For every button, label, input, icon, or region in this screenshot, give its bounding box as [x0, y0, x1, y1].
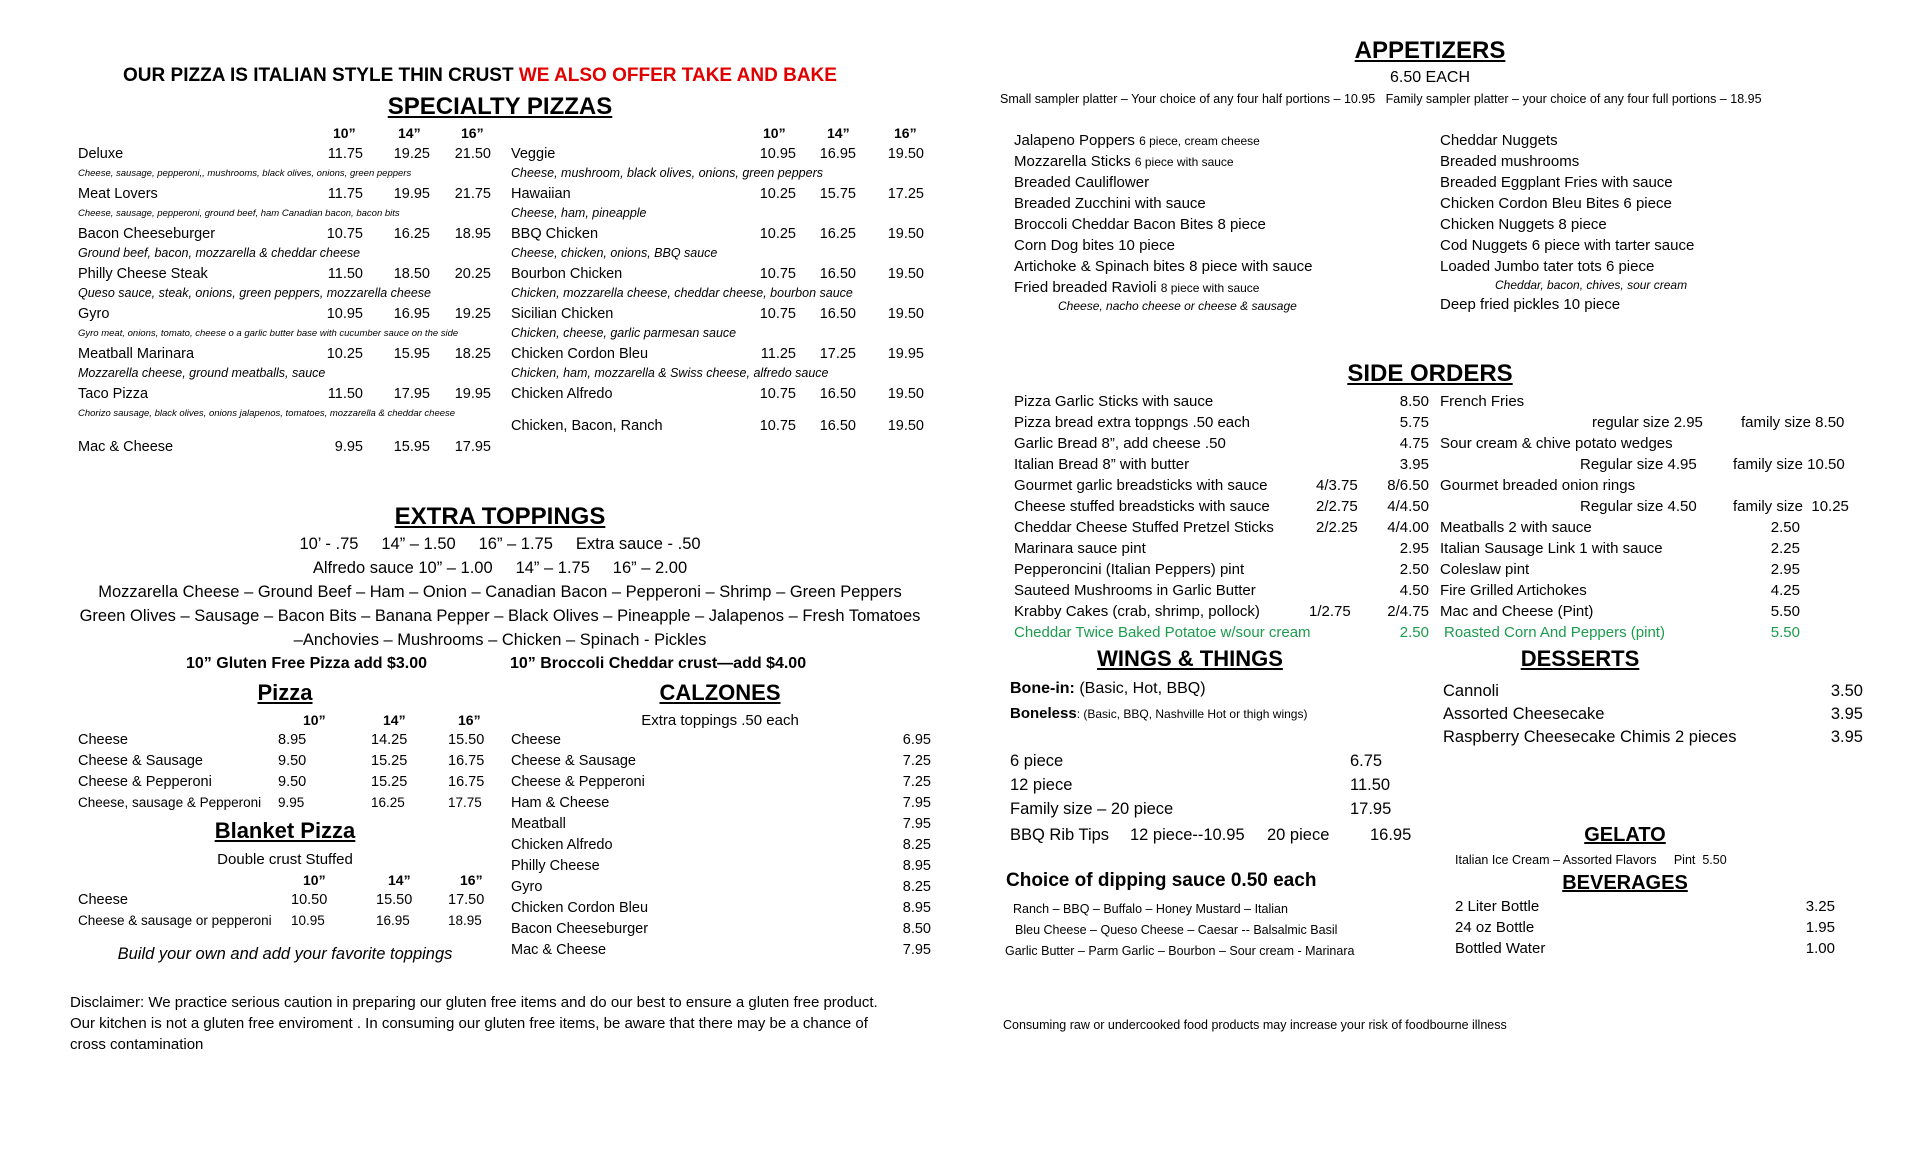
pizza-price: 15.50: [448, 732, 485, 748]
calzone-name: Gyro: [511, 879, 543, 895]
pizza-name: Taco Pizza: [78, 386, 149, 402]
calzone-price: 8.25: [902, 879, 931, 895]
wedges-family: family size 10.50: [1733, 456, 1845, 473]
blanket-size-16: 16”: [460, 872, 483, 888]
specialty-pizza-item: [511, 146, 951, 184]
blanket-price: 16.95: [376, 913, 410, 928]
calzone-name: Cheese: [511, 732, 561, 748]
rib-tips-12: 12 piece--10.95: [1130, 826, 1245, 844]
side-price: 8.50: [1399, 393, 1429, 410]
pizza-price: 16.50: [819, 266, 856, 282]
rib-tips-name: BBQ Rib Tips: [1010, 826, 1110, 844]
pizza-size-16: 16”: [458, 712, 481, 728]
pizza-price: 10.75: [759, 266, 796, 282]
pizza-description: Queso sauce, steak, onions, green peppers, mozzarella cheese: [78, 286, 431, 300]
pizza-name: Sicilian Chicken: [511, 306, 614, 322]
take-and-bake-text: WE ALSO OFFER TAKE AND BAKE: [518, 65, 837, 86]
calzone-price: 7.25: [902, 774, 931, 790]
size-header-14-right: 14”: [827, 125, 850, 141]
specialty-pizza-item: [78, 226, 518, 264]
pizza-name: BBQ Chicken: [511, 226, 599, 242]
pizza-price: 17.95: [393, 386, 430, 402]
pizza-name: Bourbon Chicken: [511, 266, 623, 282]
side-name: Pizza Garlic Sticks with sauce: [1014, 393, 1214, 410]
appetizer-name: Breaded Zucchini with sauce: [1014, 195, 1206, 212]
toppings-size-prices: 10’ - .75 14” – 1.50 16” – 1.75 Extra sauce - .50: [299, 535, 701, 553]
appetizer-item: Chicken Cordon Bleu Bites 6 piece: [1440, 195, 1672, 212]
calzone-name: Chicken Alfredo: [511, 837, 613, 853]
beverages-title: BEVERAGES: [1562, 872, 1688, 894]
side-name: Sauteed Mushrooms in Garlic Butter: [1014, 582, 1256, 599]
side-qty-price: 2/2.75: [1316, 498, 1358, 515]
pizza-price: 10.95: [326, 306, 363, 322]
wings-size: 6 piece: [1010, 752, 1064, 770]
blanket-size-10: 10”: [303, 872, 326, 888]
size-header-16: 16”: [461, 125, 484, 141]
side-qty-price: 4/3.75: [1316, 477, 1358, 494]
pizza-price: 11.25: [760, 346, 796, 362]
calzone-name: Bacon Cheeseburger: [511, 921, 649, 937]
appetizer-item: Breaded Eggplant Fries with sauce: [1440, 174, 1673, 191]
pizza-price: 19.50: [887, 226, 924, 242]
side-price: 4.50: [1399, 582, 1429, 599]
pizza-name: Cheese: [78, 732, 128, 748]
bone-in-options: (Basic, Hot, BBQ): [1079, 680, 1206, 697]
pizza-price: 19.95: [454, 386, 491, 402]
pizza-price: 16.95: [819, 146, 856, 162]
appetizer-item: Cod Nuggets 6 piece with tarter sauce: [1440, 237, 1695, 254]
rings-regular: Regular size 4.50: [1580, 498, 1697, 515]
pizza-name: Bacon Cheeseburger: [78, 226, 216, 242]
appetizer-name: Jalapeno Poppers: [1014, 132, 1135, 149]
pizza-price: 18.95: [454, 226, 491, 242]
pizza-name: Hawaiian: [511, 186, 571, 202]
pizza-price: 9.50: [278, 774, 307, 790]
beverage-price: 1.95: [1805, 919, 1835, 936]
calzone-price: 8.95: [902, 858, 931, 874]
french-fries-regular: regular size 2.95: [1592, 414, 1703, 431]
calzone-price: 8.25: [902, 837, 931, 853]
pizza-price: 9.50: [278, 753, 307, 769]
dessert-price: 3.50: [1830, 682, 1863, 700]
pizza-price: 10.75: [759, 306, 796, 322]
pizza-price: 21.75: [454, 186, 491, 202]
side-qty-price: 1/2.75: [1309, 603, 1351, 620]
bone-in-label: Bone-in:: [1010, 680, 1075, 697]
pizza-name: Philly Cheese Steak: [78, 266, 208, 282]
calzone-name: Mac & Cheese: [511, 942, 607, 958]
pizza-name: Gyro: [78, 306, 110, 322]
pizza-price: 19.50: [887, 146, 924, 162]
blanket-price: 10.50: [291, 892, 328, 908]
deep-fried-pickles: Deep fried pickles 10 piece: [1440, 296, 1621, 313]
pizza-name: Chicken, Bacon, Ranch: [511, 418, 663, 434]
appetizer-item: Breaded mushrooms: [1440, 153, 1580, 170]
pizza-price: 16.75: [448, 774, 485, 790]
pizza-name: Meatball Marinara: [78, 346, 195, 362]
size-header-16-right: 16”: [894, 125, 917, 141]
appetizer-item: [1014, 132, 1260, 149]
boneless-label: Boneless: [1010, 705, 1077, 722]
wings-size: 12 piece: [1010, 776, 1073, 794]
gelato-title: GELATO: [1584, 824, 1666, 846]
tater-tots-toppings: Cheddar, bacon, chives, sour cream: [1495, 278, 1688, 292]
calzones-subtitle: Extra toppings .50 each: [641, 712, 799, 729]
blanket-name: Cheese & sausage or pepperoni: [78, 913, 272, 928]
side-name: Marinara sauce pint: [1014, 540, 1146, 557]
pizza-price: 16.50: [819, 418, 856, 434]
side-name: Cheese stuffed breadsticks with sauce: [1014, 498, 1270, 515]
side-name: Garlic Bread 8”, add cheese .50: [1014, 435, 1226, 452]
dip-line: Ranch – BBQ – Buffalo – Honey Mustard – Italian: [1013, 902, 1288, 916]
appetizer-name: Mozzarella Sticks: [1014, 153, 1131, 170]
appetizer-name: Fried breaded Ravioli: [1014, 279, 1157, 296]
pizza-price: 19.25: [393, 146, 430, 162]
calzone-name: Chicken Cordon Bleu: [511, 900, 649, 916]
wings-price: 11.50: [1350, 776, 1391, 794]
calzone-price: 7.25: [902, 753, 931, 769]
pizza-description: Ground beef, bacon, mozzarella & cheddar cheese: [78, 246, 361, 260]
appetizers-price: 6.50 EACH: [1389, 69, 1471, 86]
wedges-regular: Regular size 4.95: [1580, 456, 1697, 473]
beverage-price: 3.25: [1805, 898, 1835, 915]
pizza-name: Cheese, sausage & Pepperoni: [78, 795, 262, 810]
side-name: Coleslaw pint: [1440, 561, 1530, 578]
blanket-price: 18.95: [448, 913, 482, 928]
build-your-own-note: Build your own and add your favorite toppings: [117, 945, 453, 963]
side-qty-price: 4/4.00: [1387, 519, 1429, 536]
pizza-price: 17.95: [454, 439, 491, 455]
dessert-name: Assorted Cheesecake: [1443, 705, 1605, 723]
pizza-price: 17.25: [819, 346, 856, 362]
pizza-price: 15.25: [371, 753, 408, 769]
toppings-list-3: –Anchovies – Mushrooms – Chicken – Spinach - Pickles: [293, 631, 707, 649]
blanket-size-14: 14”: [388, 872, 411, 888]
pizza-price: 16.25: [393, 226, 430, 242]
pizza-price: 11.75: [327, 186, 363, 202]
appetizer-name: Artichoke & Spinach bites 8 piece with sauce: [1014, 258, 1313, 275]
pizza-price: 8.95: [278, 732, 307, 748]
dessert-name: Cannoli: [1443, 682, 1499, 700]
crust-text: OUR PIZZA IS ITALIAN STYLE THIN CRUST: [123, 65, 514, 86]
calzone-name: Cheese & Sausage: [511, 753, 636, 769]
pizza-name: Mac & Cheese: [78, 439, 174, 455]
appetizer-item: [1014, 216, 1266, 233]
rib-tips-20: 20 piece: [1267, 826, 1330, 844]
blanket-price: 10.95: [291, 913, 325, 928]
dip-line: Bleu Cheese – Queso Cheese – Caesar -- Balsalmic Basil: [1015, 923, 1338, 937]
appetizer-item: [1014, 258, 1313, 275]
side-name: Meatballs 2 with sauce: [1440, 519, 1592, 536]
pizza-description: Cheese, ham, pineapple: [511, 206, 647, 220]
side-price: 5.75: [1399, 414, 1429, 431]
specialty-pizza-item: [78, 266, 518, 304]
food-safety-note: Consuming raw or undercooked food products may increase your risk of foodbourne illness: [1003, 1018, 1507, 1032]
dessert-price: 3.95: [1830, 705, 1863, 723]
wings-size: Family size – 20 piece: [1010, 800, 1174, 818]
pizza-description: Cheese, sausage, pepperoni,, mushrooms, black olives, onions, green peppers: [78, 168, 412, 179]
extra-toppings-title: EXTRA TOPPINGS: [394, 503, 606, 530]
appetizer-item: [1014, 237, 1175, 254]
side-price: 2.25: [1770, 540, 1800, 557]
side-qty-price: 8/6.50: [1387, 477, 1429, 494]
side-name: Pepperoncini (Italian Peppers) pint: [1014, 561, 1245, 578]
side-qty-price: 2/4.75: [1387, 603, 1429, 620]
toppings-list-1: Mozzarella Cheese – Ground Beef – Ham – Onion – Canadian Bacon – Pepperoni – Shrimp – Green Peppers: [98, 583, 902, 601]
pizza-price: 16.25: [371, 795, 405, 810]
pizza-name: Cheese & Sausage: [78, 753, 203, 769]
gelato-line: Italian Ice Cream – Assorted Flavors Pint 5.50: [1455, 853, 1727, 867]
pizza-price: 10.75: [326, 226, 363, 242]
specialty-pizza-item: [511, 186, 951, 224]
pizza-price: 21.50: [454, 146, 491, 162]
specialty-pizza-item: [78, 439, 518, 477]
specialty-pizza-item: [511, 306, 951, 344]
blanket-pizza-title: Blanket Pizza: [214, 818, 356, 843]
calzones-title: CALZONES: [659, 680, 781, 705]
specialty-pizza-item: [511, 226, 951, 264]
specialty-pizza-item: [511, 346, 951, 384]
french-fries-family: family size 8.50: [1741, 414, 1845, 431]
pizza-price: 10.95: [759, 146, 796, 162]
side-price: 3.95: [1399, 456, 1429, 473]
rings-family: family size 10.25: [1733, 498, 1849, 515]
appetizer-note: 6 piece, cream cheese: [1139, 134, 1260, 148]
appetizer-name: Broccoli Cheddar Bacon Bites 8 piece: [1014, 216, 1266, 233]
pizza-price: 16.25: [819, 226, 856, 242]
pizza-price: 19.25: [454, 306, 491, 322]
pizza-price: 16.50: [819, 386, 856, 402]
pizza-price: 19.50: [887, 386, 924, 402]
pizza-description: Chorizo sausage, black olives, onions jalapenos, tomatoes, mozzarella & cheddar cheese: [78, 408, 456, 419]
side-name: Italian Bread 8” with butter: [1014, 456, 1190, 473]
pizza-price: 11.75: [327, 146, 363, 162]
pizza-name: Meat Lovers: [78, 186, 158, 202]
appetizer-item: Cheddar Nuggets: [1440, 132, 1558, 149]
appetizer-name: Corn Dog bites 10 piece: [1014, 237, 1175, 254]
side-name: Roasted Corn And Peppers (pint): [1444, 624, 1665, 641]
calzone-name: Cheese & Pepperoni: [511, 774, 645, 790]
size-header-10: 10”: [333, 125, 356, 141]
ravioli-options: Cheese, nacho cheese or cheese & sausage: [1058, 299, 1297, 313]
side-name: Fire Grilled Artichokes: [1440, 582, 1587, 599]
side-price: 2.50: [1399, 561, 1429, 578]
crust-statement: [20, 65, 940, 87]
calzone-price: 7.95: [902, 816, 931, 832]
pizza-price: 17.25: [887, 186, 924, 202]
pizza-price: 16.95: [393, 306, 430, 322]
appetizer-item: Loaded Jumbo tater tots 6 piece: [1440, 258, 1655, 275]
pizza-name: Deluxe: [78, 146, 124, 162]
boneless-line: [1010, 705, 1307, 722]
side-name: Mac and Cheese (Pint): [1440, 603, 1594, 620]
specialty-pizzas-title: SPECIALTY PIZZAS: [387, 93, 613, 120]
specialty-pizza-item: [78, 146, 518, 184]
pizza-price: 10.25: [326, 346, 363, 362]
size-header-14: 14”: [398, 125, 421, 141]
appetizer-item: Chicken Nuggets 8 piece: [1440, 216, 1607, 233]
pizza-price: 9.95: [278, 795, 305, 810]
wings-price: 6.75: [1350, 752, 1383, 770]
pizza-price: 19.95: [887, 346, 924, 362]
calzone-name: Meatball: [511, 816, 566, 832]
dessert-name: Raspberry Cheesecake Chimis 2 pieces: [1443, 728, 1737, 746]
specialty-pizza-item: [511, 418, 951, 456]
calzone-price: 8.95: [902, 900, 931, 916]
boneless-options: : (Basic, BBQ, Nashville Hot or thigh wings): [1076, 707, 1308, 721]
side-price: 2.95: [1770, 561, 1800, 578]
calzone-name: Ham & Cheese: [511, 795, 610, 811]
potato-wedges: Sour cream & chive potato wedges: [1440, 435, 1673, 452]
pizza-price: 19.95: [393, 186, 430, 202]
pizza-price: 15.95: [393, 346, 430, 362]
rib-tips-20-price: 16.95: [1370, 826, 1412, 844]
specialty-pizza-item: [78, 386, 518, 424]
specialty-pizza-item: [78, 306, 518, 344]
side-name: Gourmet garlic breadsticks with sauce: [1014, 477, 1268, 494]
calzone-name: Philly Cheese: [511, 858, 600, 874]
pizza-name: Chicken Alfredo: [511, 386, 613, 402]
dipping-sauce-list: [1005, 899, 1354, 962]
side-qty-price: 4/4.50: [1387, 498, 1429, 515]
pizza-price: 11.50: [327, 386, 363, 402]
bone-in-line: [1010, 680, 1206, 698]
side-price: 5.50: [1770, 603, 1800, 620]
pizza-price: 10.25: [759, 186, 796, 202]
pizza-description: Cheese, mushroom, black olives, onions, green peppers: [511, 166, 823, 180]
pizza-description: Gyro meat, onions, tomato, cheese o a garlic butter base with cucumber sauce on the side: [78, 328, 459, 339]
beverage-name: 24 oz Bottle: [1455, 919, 1535, 936]
beverage-name: Bottled Water: [1455, 940, 1546, 957]
side-name: Italian Sausage Link 1 with sauce: [1440, 540, 1663, 557]
pizza-name: Chicken Cordon Bleu: [511, 346, 649, 362]
side-price: 2.50: [1399, 624, 1429, 641]
dessert-price: 3.95: [1830, 728, 1863, 746]
pizza-description: Chicken, cheese, garlic parmesan sauce: [511, 326, 737, 340]
disclaimer-line: cross contamination: [70, 1036, 204, 1053]
specialty-pizza-item: [78, 346, 518, 384]
dip-line: Garlic Butter – Parm Garlic – Bourbon – Sour cream - Marinara: [1005, 944, 1355, 958]
side-price: 5.50: [1770, 624, 1800, 641]
pizza-price: 10.75: [759, 418, 796, 434]
side-name: Cheddar Cheese Stuffed Pretzel Sticks: [1014, 519, 1274, 536]
pizza-price: 15.95: [393, 439, 430, 455]
pizza-price: 19.50: [887, 306, 924, 322]
pizza-size-10: 10”: [303, 712, 326, 728]
pizza-price: 16.75: [448, 753, 485, 769]
side-name: Krabby Cakes (crab, shrimp, pollock): [1014, 603, 1260, 620]
pizza-price: 9.95: [334, 439, 363, 455]
pizza-price: 14.25: [371, 732, 408, 748]
pizza-price: 19.50: [887, 266, 924, 282]
side-name: Cheddar Twice Baked Potatoe w/sour cream: [1014, 624, 1311, 641]
pizza-price: 10.75: [759, 386, 796, 402]
appetizer-item: [1014, 279, 1259, 296]
side-price: 2.95: [1399, 540, 1429, 557]
alfredo-prices: Alfredo sauce 10” – 1.00 14” – 1.75 16” – 2.00: [312, 559, 688, 577]
gluten-disclaimer: [70, 992, 878, 1055]
pizza-description: Cheese, chicken, onions, BBQ sauce: [511, 246, 718, 260]
disclaimer-line: Our kitchen is not a gluten free enviroment . In consuming our gluten free items, be aware that there may be a chance of: [70, 1015, 868, 1032]
side-price: 2.50: [1770, 519, 1800, 536]
onion-rings: Gourmet breaded onion rings: [1440, 477, 1636, 494]
sampler-platters: Small sampler platter – Your choice of any four half portions – 10.95 Family sampler platter – your choice of any four full portions – 18.95: [1000, 92, 1762, 106]
pizza-price: 11.50: [327, 266, 363, 282]
appetizers-title: APPETIZERS: [1354, 37, 1506, 64]
pizza-description: Cheese, sausage, pepperoni, ground beef, ham Canadian bacon, bacon bits: [78, 208, 400, 219]
blanket-name: Cheese: [78, 892, 128, 908]
size-header-10-right: 10”: [763, 125, 786, 141]
pizza-name: Cheese & Pepperoni: [78, 774, 212, 790]
specialty-pizza-item: [78, 186, 518, 224]
side-name: Pizza bread extra toppngs .50 each: [1014, 414, 1250, 431]
pizza-size-14: 14”: [383, 712, 406, 728]
gluten-free-option: 10” Gluten Free Pizza add $3.00: [186, 655, 427, 672]
pizza-name: Veggie: [511, 146, 556, 162]
appetizer-item: [1014, 174, 1149, 191]
desserts-title: DESSERTS: [1520, 646, 1640, 671]
pizza-price: 19.50: [887, 418, 924, 434]
disclaimer-line: Disclaimer: We practice serious caution in preparing our gluten free items and do our best to ensure a gluten free product.: [70, 994, 878, 1011]
pizza-description: Mozzarella cheese, ground meatballs, sauce: [78, 366, 326, 380]
beverage-name: 2 Liter Bottle: [1455, 898, 1540, 915]
wings-price: 17.95: [1350, 800, 1392, 818]
calzone-price: 6.95: [902, 732, 931, 748]
appetizer-name: Breaded Cauliflower: [1014, 174, 1150, 191]
appetizer-note: 8 piece with sauce: [1160, 281, 1260, 295]
pizza-price: 18.25: [454, 346, 491, 362]
side-qty-price: 2/2.25: [1316, 519, 1358, 536]
broccoli-crust-option: 10” Broccoli Cheddar crust—add $4.00: [510, 655, 807, 672]
calzone-price: 7.95: [902, 942, 931, 958]
beverage-price: 1.00: [1805, 940, 1835, 957]
calzone-price: 7.95: [902, 795, 931, 811]
side-orders-title: SIDE ORDERS: [1347, 360, 1513, 387]
pizza-title: Pizza: [257, 680, 313, 705]
pizza-price: 15.25: [371, 774, 408, 790]
french-fries: French Fries: [1440, 393, 1525, 410]
blanket-price: 15.50: [376, 892, 413, 908]
wings-title: WINGS & THINGS: [1097, 646, 1283, 671]
specialty-pizza-item: [511, 266, 951, 304]
pizza-price: 18.50: [393, 266, 430, 282]
side-price: 4.75: [1399, 435, 1429, 452]
appetizer-note: 6 piece with sauce: [1134, 155, 1234, 169]
side-price: 4.25: [1770, 582, 1800, 599]
appetizer-item: [1014, 153, 1234, 170]
blanket-price: 17.50: [448, 892, 485, 908]
appetizer-item: [1014, 195, 1206, 212]
dipping-sauce-title: Choice of dipping sauce 0.50 each: [1006, 870, 1317, 891]
pizza-price: 20.25: [454, 266, 491, 282]
pizza-description: Chicken, mozzarella cheese, cheddar cheese, bourbon sauce: [511, 286, 853, 300]
pizza-price: 15.75: [819, 186, 856, 202]
pizza-price: 16.50: [819, 306, 856, 322]
blanket-subtitle: Double crust Stuffed: [217, 851, 353, 868]
pizza-price: 17.75: [448, 795, 482, 810]
calzone-price: 8.50: [902, 921, 931, 937]
pizza-description: Chicken, ham, mozzarella & Swiss cheese, alfredo sauce: [511, 366, 829, 380]
toppings-list-2: Green Olives – Sausage – Bacon Bits – Banana Pepper – Black Olives – Pineapple – Jalapenos – Fresh Tomatoes: [79, 607, 921, 625]
pizza-price: 10.25: [759, 226, 796, 242]
